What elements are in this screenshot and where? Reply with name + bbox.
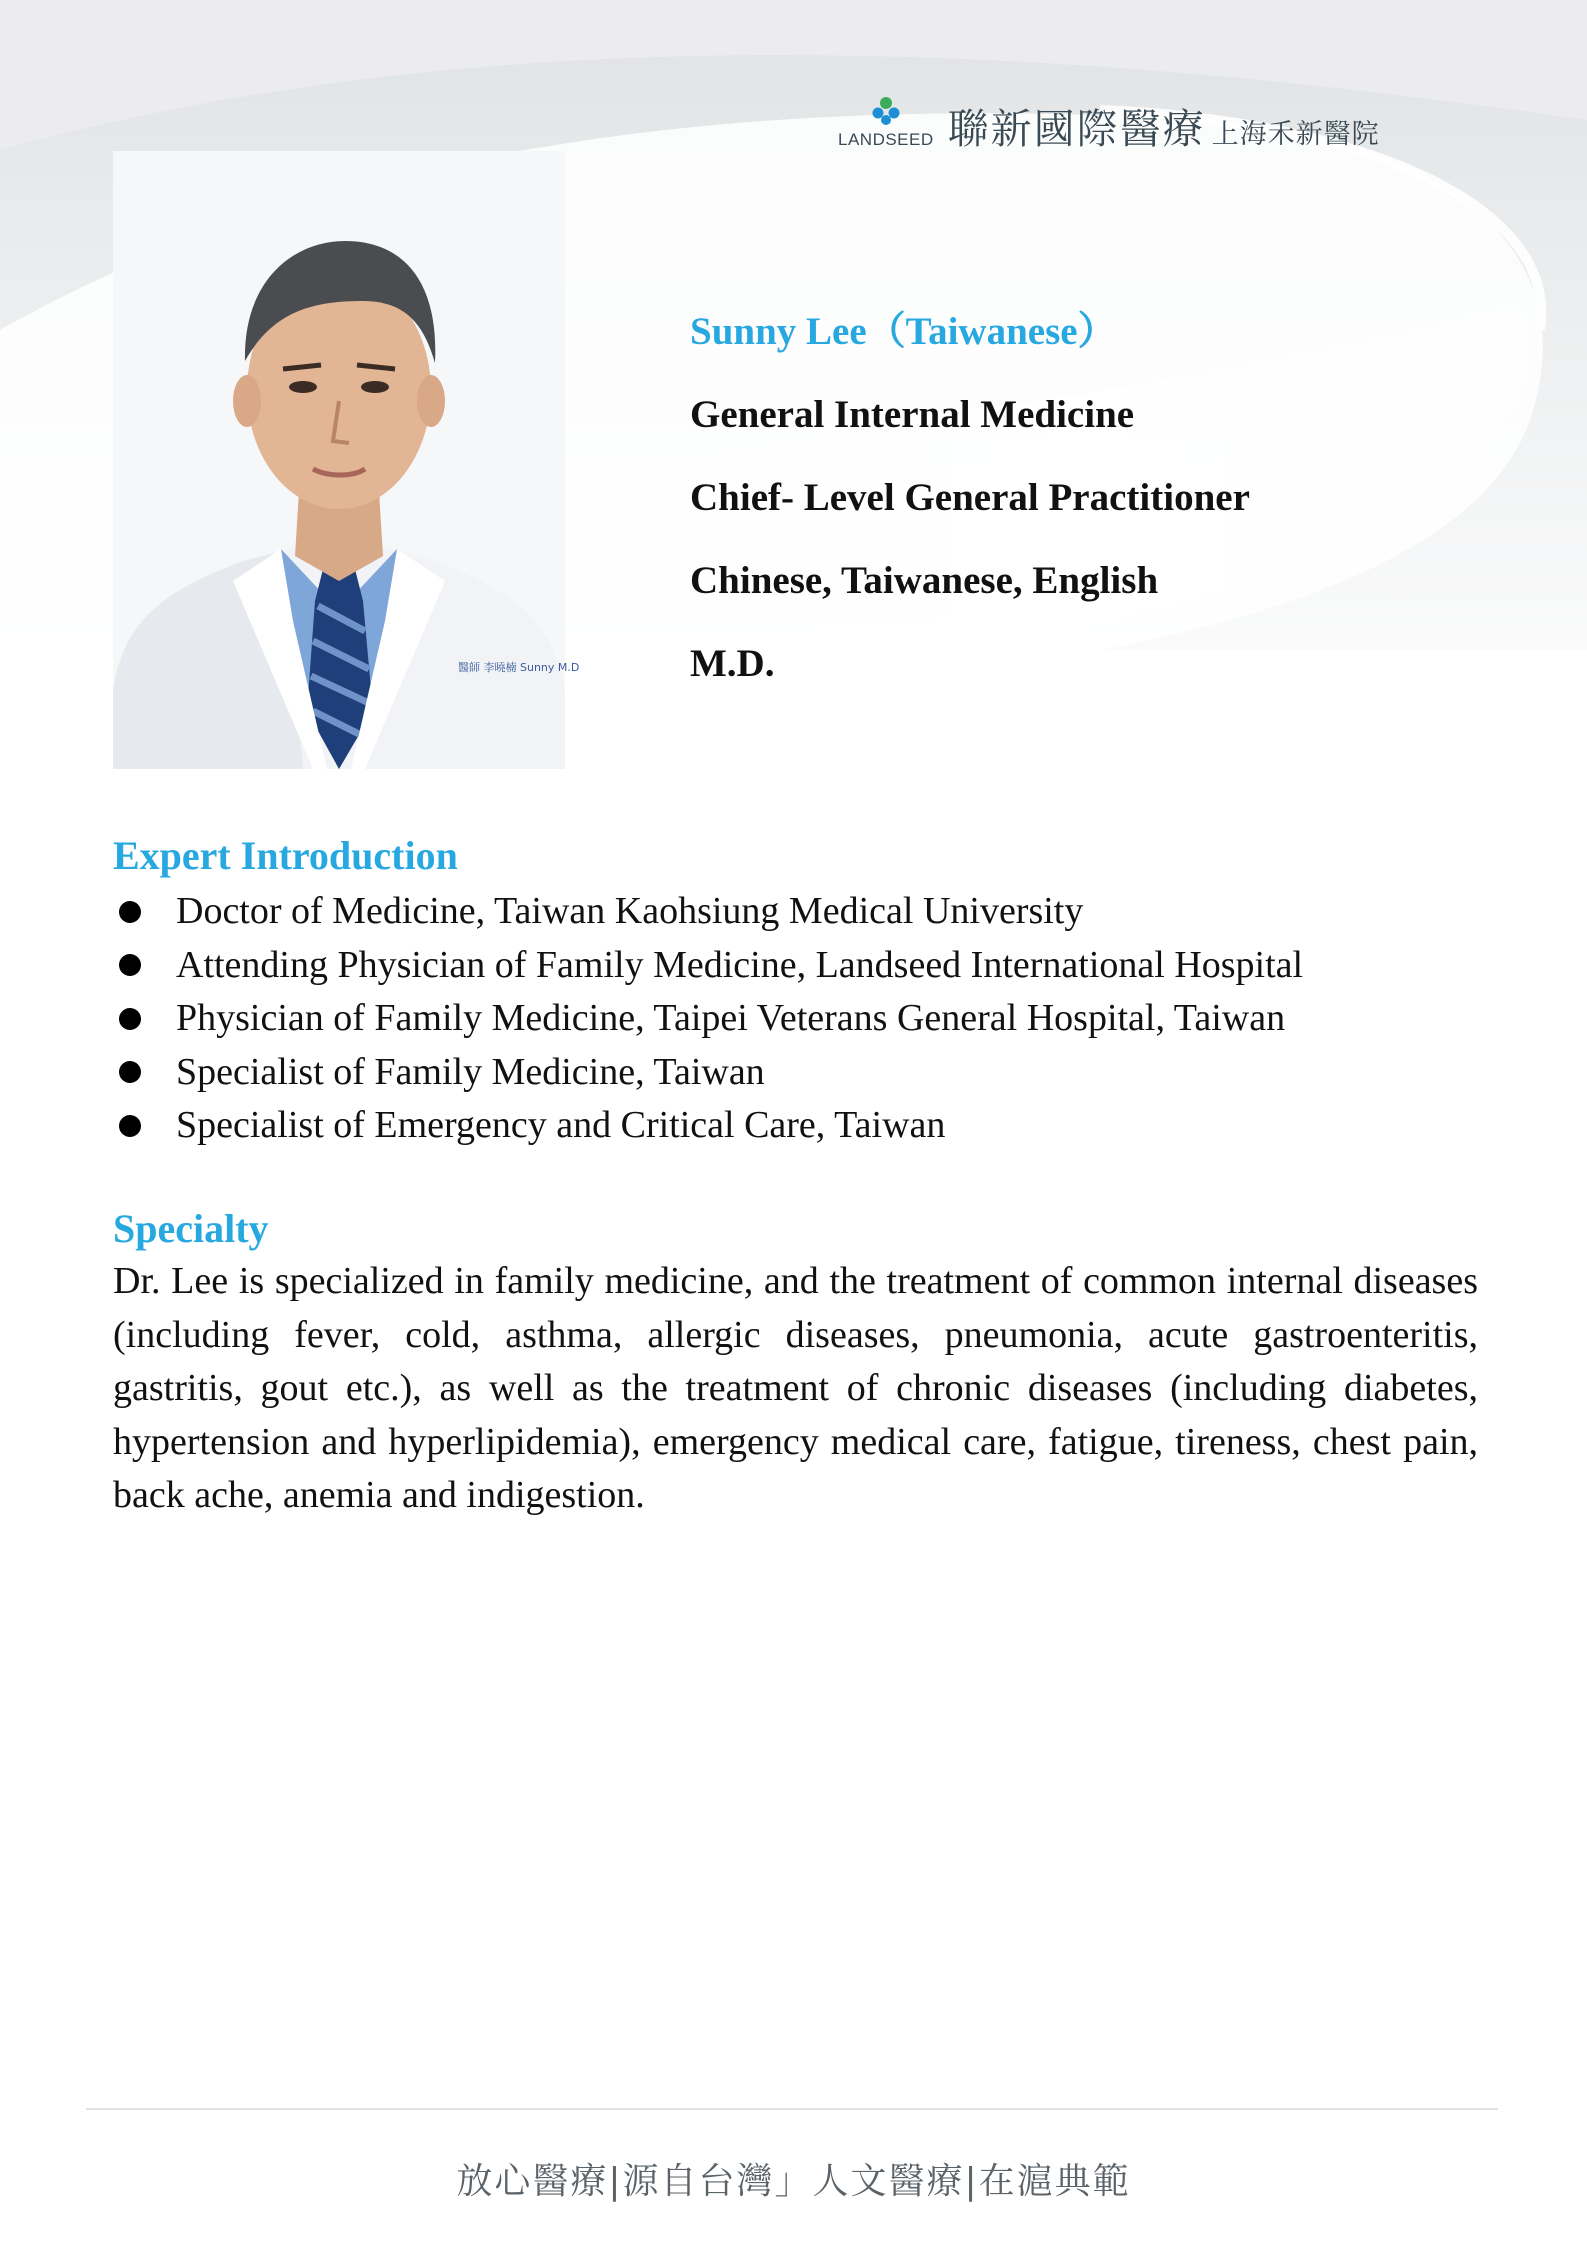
specialty-heading: Specialty xyxy=(113,1206,269,1251)
landseed-flower-icon xyxy=(871,96,901,126)
hospital-logo[interactable] xyxy=(838,96,1380,153)
doctor-name: Sunny Lee（Taiwanese） xyxy=(690,310,1117,353)
list-item: Specialist of Emergency and Critical Care, Taiwan xyxy=(113,1099,1303,1153)
bullet-icon xyxy=(119,1061,141,1083)
bullet-icon xyxy=(119,901,141,923)
list-item: Attending Physician of Family Medicine, Landseed International Hospital xyxy=(113,939,1303,993)
list-item: Doctor of Medicine, Taiwan Kaohsiung Medical University xyxy=(113,885,1303,939)
doctor-title: Chief- Level General Practitioner xyxy=(690,476,1250,519)
doctor-department: General Internal Medicine xyxy=(690,393,1135,436)
logo-chinese: 聯新國際醫療 xyxy=(947,105,1206,153)
list-item: Specialist of Family Medicine, Taiwan xyxy=(113,1046,1303,1100)
expert-introduction-heading: Expert Introduction xyxy=(113,833,458,878)
specialty-paragraph: Dr. Lee is specialized in family medicine, and the treatment of common internal diseases (including fever, cold, asthma, allergic diseases, pneumonia, acute gastroenteritis, gastritis, gout etc.), as well as the treatment of chronic diseases (including diabetes, hypertension and hyperlipidemia), emergency medical care, fatigue, tireness, chest pain, back ache, anemia and indigestion. xyxy=(113,1260,1478,1516)
footer-divider xyxy=(86,2108,1498,2110)
logo-subtitle: 上海禾新醫院 xyxy=(1211,119,1380,150)
logo-english: LANDSEED xyxy=(838,130,934,149)
bullet-icon xyxy=(119,1008,141,1030)
doctor-photo xyxy=(113,151,580,769)
expert-introduction-list xyxy=(113,885,1303,1153)
bullet-icon xyxy=(119,954,141,976)
doctor-portrait xyxy=(113,151,580,769)
doctor-degree: M.D. xyxy=(690,642,775,685)
doctor-languages: Chinese, Taiwanese, English xyxy=(690,559,1159,602)
coat-badge: 醫師 李曉楠 Sunny M.D xyxy=(458,661,580,674)
footer-slogan: 放心醫療|源自台灣」人文醫療|在滬典範 xyxy=(456,2161,1131,2202)
logo-mark xyxy=(838,96,934,150)
doctor-info xyxy=(690,312,1250,727)
list-item: Physician of Family Medicine, Taipei Veterans General Hospital, Taiwan xyxy=(113,992,1303,1046)
bullet-icon xyxy=(119,1115,141,1137)
